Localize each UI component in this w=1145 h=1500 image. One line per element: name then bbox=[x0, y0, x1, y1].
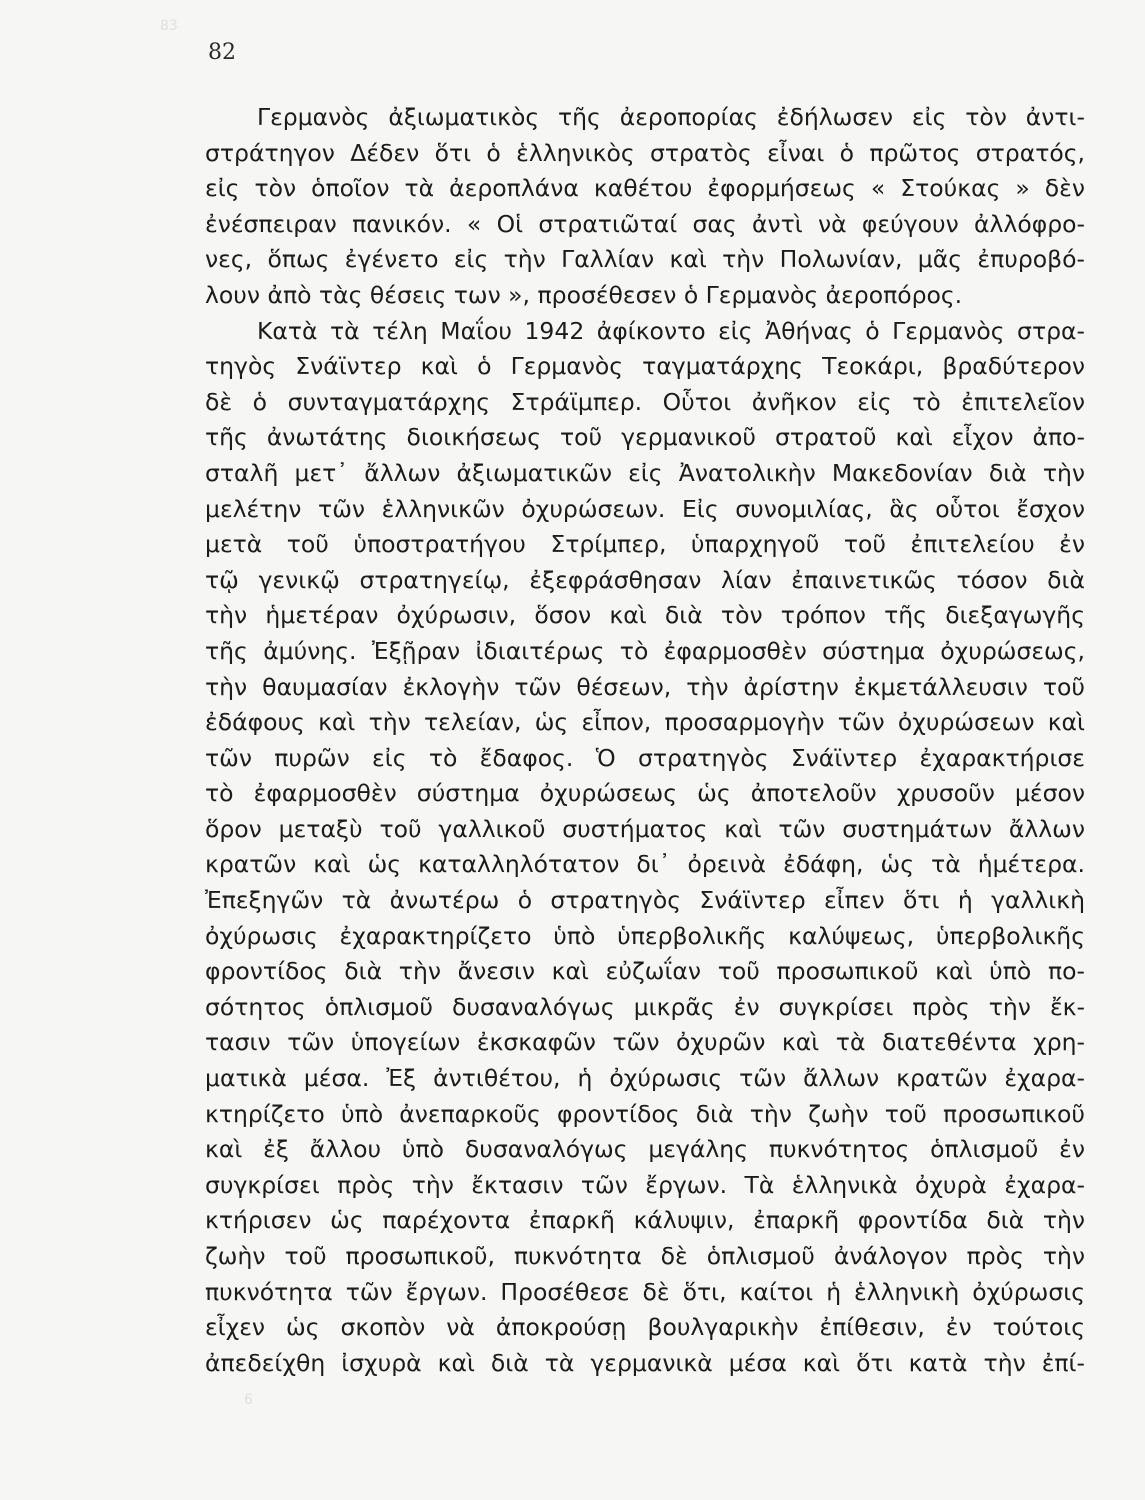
text-line: τὴν θαυμασίαν ἐκλογὴν τῶν θέσεων, τὴν ἀρίστην ἐκμετάλλευσιν τοῦ bbox=[205, 672, 1085, 701]
text-line: τῆς ἀμύνης. Ἐξῇραν ἰδιαιτέρως τὸ ἐφαρμοσθὲν σύστημα ὀχυρώσεως, bbox=[205, 636, 1085, 665]
text-line: τὸ ἐφαρμοσθὲν σύστημα ὀχυρώσεως ὡς ἀποτελοῦν χρυσοῦν μέσον bbox=[205, 779, 1085, 808]
text-line: ἐδάφους καὶ τὴν τελείαν, ὡς εἶπον, προσαρμογὴν τῶν ὀχυρώσεων καὶ bbox=[205, 708, 1085, 737]
text-line: τῆς ἀνωτάτης διοικήσεως τοῦ γερμανικοῦ στρατοῦ καὶ εἶχον ἀπο- bbox=[205, 423, 1085, 452]
bleed-through-mark: 6 bbox=[244, 1392, 253, 1408]
text-line: ὅρον μεταξὺ τοῦ γαλλικοῦ συστήματος καὶ τῶν συστημάτων ἄλλων bbox=[205, 814, 1085, 843]
text-line: σταλῆ μετ᾽ ἄλλων ἀξιωματικῶν εἰς Ἀνατολικὴν Μακεδονίαν διὰ τὴν bbox=[205, 458, 1085, 487]
text-line: νες, ὅπως ἐγένετο εἰς τὴν Γαλλίαν καὶ τὴν Πολωνίαν, μᾶς ἐπυροβό- bbox=[205, 245, 1085, 274]
text-line: συγκρίσει πρὸς τὴν ἔκτασιν τῶν ἔργων. Τὰ ἑλληνικὰ ὀχυρὰ ἐχαρα- bbox=[205, 1170, 1085, 1199]
text-line: φροντίδος διὰ τὴν ἄνεσιν καὶ εὐζωΐαν τοῦ προσωπικοῦ καὶ ὑπὸ πο- bbox=[205, 957, 1085, 986]
text-line: σότητος ὁπλισμοῦ δυσαναλόγως μικρᾶς ἐν συγκρίσει πρὸς τὴν ἔκ- bbox=[205, 992, 1085, 1021]
text-line: ἐνέσπειραν πανικόν. « Οἱ στρατιῶταί σας ἀντὶ νὰ φεύγουν ἀλλόφρο- bbox=[205, 209, 1085, 238]
text-line: εἰς τὸν ὁποῖον τὰ ἀεροπλάνα καθέτου ἐφορμήσεως « Στούκας » δὲν bbox=[205, 174, 1085, 203]
text-line: τὴν ἡμετέραν ὀχύρωσιν, ὅσον καὶ διὰ τὸν τρόπον τῆς διεξαγωγῆς bbox=[205, 601, 1085, 630]
text-line: ματικὰ μέσα. Ἐξ ἀντιθέτου, ἡ ὀχύρωσις τῶν ἄλλων κρατῶν ἐχαρα- bbox=[205, 1064, 1085, 1093]
text-line: καὶ ἐξ ἄλλου ὑπὸ δυσαναλόγως μεγάλης πυκνότητος ὁπλισμοῦ ἐν bbox=[205, 1135, 1085, 1164]
text-line: στράτηγον Δέδεν ὅτι ὁ ἑλληνικὸς στρατὸς εἶναι ὁ πρῶτος στρατός, bbox=[205, 138, 1085, 167]
body-text bbox=[205, 100, 1085, 1381]
text-line: κτήρισεν ὡς παρέχοντα ἐπαρκῆ κάλυψιν, ἐπαρκῆ φροντίδα διὰ τὴν bbox=[205, 1206, 1085, 1235]
text-line: Κατὰ τὰ τέλη Μαΐου 1942 ἀφίκοντο εἰς Ἀθήνας ὁ Γερμανὸς στρα- bbox=[257, 316, 1085, 345]
text-line: κτηρίζετο ὑπὸ ἀνεπαρκοῦς φροντίδος διὰ τὴν ζωὴν τοῦ προσωπικοῦ bbox=[205, 1099, 1085, 1128]
text-line: πυκνότητα τῶν ἔργων. Προσέθεσε δὲ ὅτι, καίτοι ἡ ἑλληνικὴ ὀχύρωσις bbox=[205, 1277, 1085, 1306]
text-line: Ἐπεξηγῶν τὰ ἀνωτέρω ὁ στρατηγὸς Σνάϊντερ εἶπεν ὅτι ἡ γαλλικὴ bbox=[205, 886, 1085, 915]
text-line: τῷ γενικῷ στρατηγείῳ, ἐξεφράσθησαν λίαν ἐπαινετικῶς τόσον διὰ bbox=[205, 565, 1085, 594]
text-line: μετὰ τοῦ ὑποστρατήγου Στρίμπερ, ὑπαρχηγοῦ τοῦ ἐπιτελείου ἐν bbox=[205, 530, 1085, 559]
text-line: τῶν πυρῶν εἰς τὸ ἔδαφος. Ὁ στρατηγὸς Σνάϊντερ ἐχαρακτήρισε bbox=[205, 743, 1085, 772]
text-line: Γερμανὸς ἀξιωματικὸς τῆς ἀεροπορίας ἐδήλωσεν εἰς τὸν ἀντι- bbox=[257, 103, 1085, 131]
text-line: κρατῶν καὶ ὡς καταλληλότατον δι᾽ ὀρεινὰ ἐδάφη, ὡς τὰ ἡμέτερα. bbox=[205, 850, 1085, 879]
text-line: ἀπεδείχθη ἰσχυρὰ καὶ διὰ τὰ γερμανικὰ μέσα καὶ ὅτι κατὰ τὴν ἐπί- bbox=[205, 1348, 1085, 1377]
page-number: 82 bbox=[208, 40, 236, 65]
text-line: ὀχύρωσις ἐχαρακτηρίζετο ὑπὸ ὑπερβολικῆς καλύψεως, ὑπερβολικῆς bbox=[205, 921, 1085, 950]
text-line: τηγὸς Σνάϊντερ καὶ ὁ Γερμανὸς ταγματάρχης Τεοκάρι, βραδύτερον bbox=[205, 352, 1085, 381]
bleed-through-page-number: 83 bbox=[160, 18, 178, 34]
text-line: δὲ ὁ συνταγματάρχης Στράϊμπερ. Οὗτοι ἀνῆκον εἰς τὸ ἐπιτελεῖον bbox=[205, 387, 1085, 416]
text-line: λουν ἀπὸ τὰς θέσεις των », προσέθεσεν ὁ Γερμανὸς ἀεροπόρος. bbox=[205, 280, 963, 309]
text-line: μελέτην τῶν ἑλληνικῶν ὀχυρώσεων. Εἰς συνομιλίας, ἃς οὗτοι ἔσχον bbox=[205, 494, 1085, 523]
text-line: ζωὴν τοῦ προσωπικοῦ, πυκνότητα δὲ ὁπλισμοῦ ἀνάλογον πρὸς τὴν bbox=[205, 1242, 1085, 1270]
text-line: εἶχεν ὡς σκοπὸν νὰ ἀποκρούσῃ βουλγαρικὴν ἐπίθεσιν, ἐν τούτοις bbox=[205, 1313, 1085, 1342]
text-line: τασιν τῶν ὑπογείων ἐκσκαφῶν τῶν ὀχυρῶν καὶ τὰ διατεθέντα χρη- bbox=[205, 1028, 1085, 1057]
